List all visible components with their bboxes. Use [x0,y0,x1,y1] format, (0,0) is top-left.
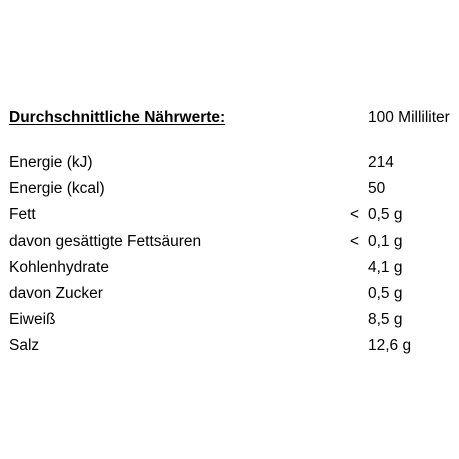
nutrition-row-carbohydrates [9,257,449,283]
nutrition-title: Durchschnittliche Nährwerte: [9,109,226,126]
nutrient-value: 4,1 g [368,258,403,276]
nutrition-header [9,107,449,129]
nutrient-label: Eiweiß [9,311,56,329]
nutrient-label: Kohlenhydrate [9,258,109,276]
nutrient-value: 12,6 g [368,337,412,355]
nutrition-row-sugar [9,283,449,309]
nutrition-row-protein [9,309,449,335]
nutrient-value: 0,5 g [368,206,403,224]
nutrient-label: Energie (kcal) [9,180,105,198]
serving-unit: 100 Milliliter [368,109,450,126]
nutrient-label: Salz [9,337,40,355]
nutrient-value: 214 [368,154,394,171]
nutrient-prefix: < [350,206,360,224]
nutrition-row-energy-kcal [9,178,449,204]
nutrient-prefix: < [350,232,360,250]
nutrient-label: Fett [9,206,36,224]
nutrient-label: davon Zucker [9,284,103,302]
nutrient-value: 0,5 g [368,284,403,302]
nutrient-value: 0,1 g [368,232,403,250]
nutrition-row-fat [9,204,449,230]
nutrition-row-energy-kj [9,152,449,178]
nutrition-row-saturated-fat [9,231,449,257]
nutrition-row-salt [9,335,449,361]
nutrient-label: davon gesättigte Fettsäuren [9,232,202,250]
nutrient-value: 50 [368,180,386,198]
nutrition-table [9,152,449,362]
nutrient-label: Energie (kJ) [9,154,93,171]
nutrient-value: 8,5 g [368,311,403,329]
